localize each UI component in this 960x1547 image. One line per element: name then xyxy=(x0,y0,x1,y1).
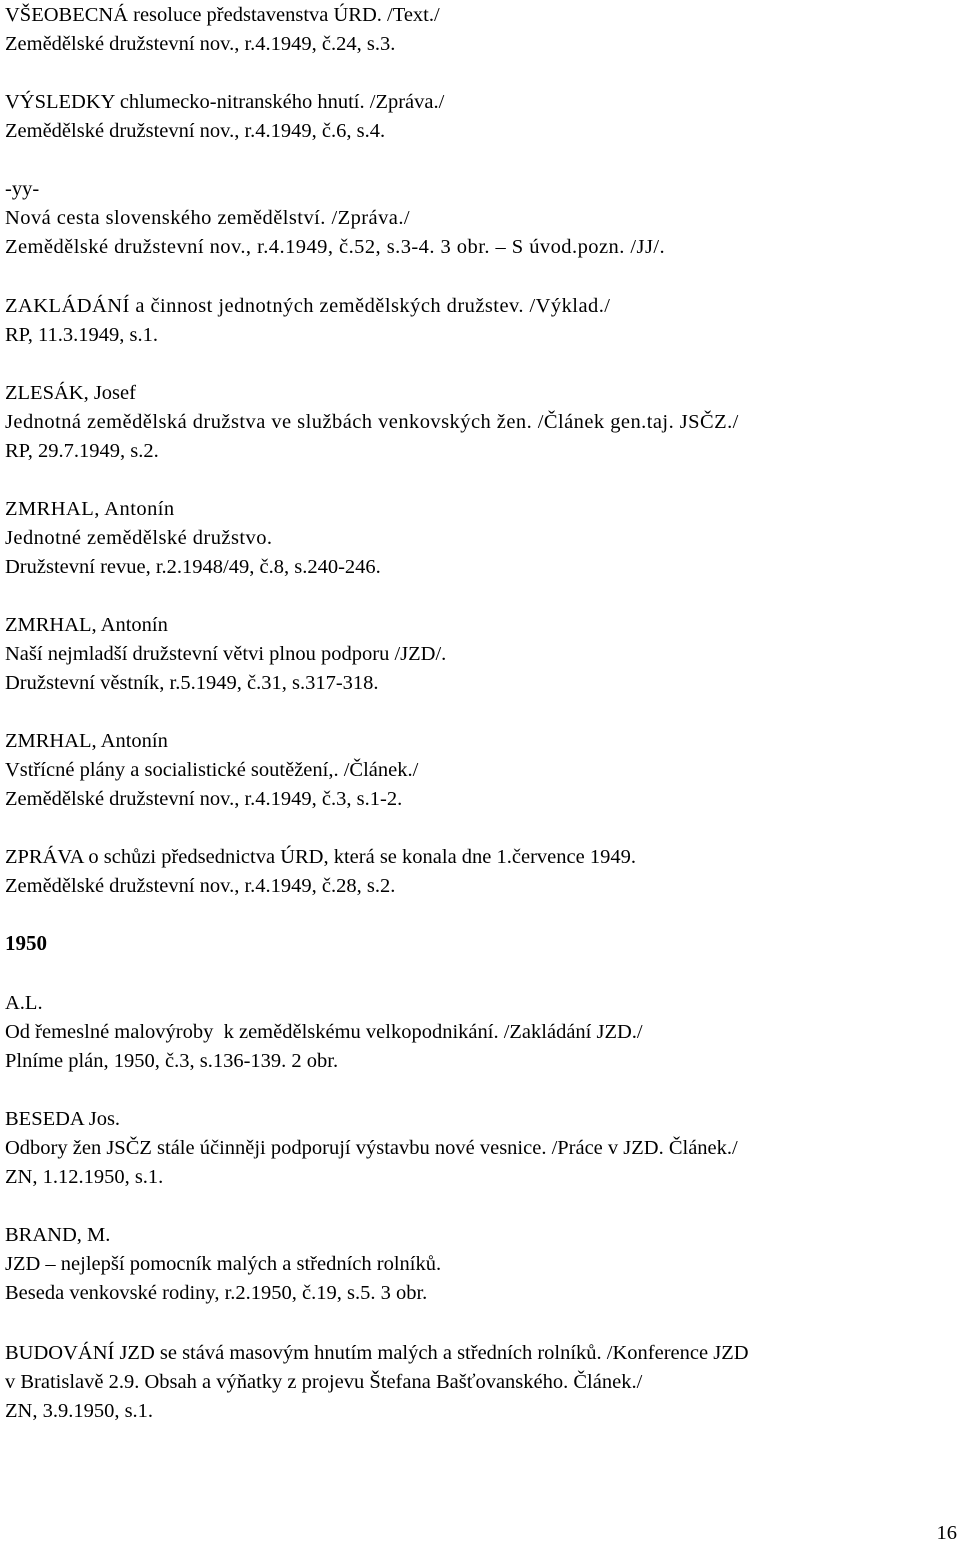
bibliography-entry xyxy=(5,1105,738,1192)
entry-line: RP, 29.7.1949, s.2. xyxy=(5,440,159,462)
entry-line: BESEDA Jos. xyxy=(5,1108,121,1130)
entry-line: Naší nejmladší družstevní větvi plnou podporu /JZD/. xyxy=(5,643,447,665)
entry-line: Jednotné zemědělské družstvo. xyxy=(5,527,273,549)
entry-line: Družstevní revue, r.2.1948/49, č.8, s.240-246. xyxy=(5,556,381,578)
entry-line: Zemědělské družstevní nov., r.4.1949, č.28, s.2. xyxy=(5,875,396,897)
entry-line: ZN, 3.9.1950, s.1. xyxy=(5,1400,154,1422)
entry-line: ZPRÁVA o schůzi předsednictva ÚRD, která se konala dne 1.července 1949. xyxy=(5,846,636,868)
entry-line: Odbory žen JSČZ stále účinněji podporují výstavbu nové vesnice. /Práce v JZD. Článek./ xyxy=(5,1137,738,1159)
entry-line: Zemědělské družstevní nov., r.4.1949, č.24, s.3. xyxy=(5,33,396,55)
entry-line: Od řemeslné malovýroby k zemědělskému velkopodnikání. /Zakládání JZD./ xyxy=(5,1021,643,1043)
page-number: 16 xyxy=(936,1522,957,1544)
entry-line: VŠEOBECNÁ resoluce představenstva ÚRD. /Text./ xyxy=(5,4,440,26)
entry-line: JZD – nejlepší pomocník malých a středních rolníků. xyxy=(5,1253,442,1275)
entry-line: -yy- xyxy=(5,178,40,200)
entry-line: A.L. xyxy=(5,992,43,1014)
entry-line: Družstevní věstník, r.5.1949, č.31, s.317-318. xyxy=(5,672,379,694)
entry-line: ZAKLÁDÁNÍ a činnost jednotných zemědělských družstev. /Výklad./ xyxy=(5,295,611,317)
entry-line: BUDOVÁNÍ JZD se stává masovým hnutím malých a středních rolníků. /Konference JZD xyxy=(5,1342,749,1364)
entry-line: Beseda venkovské rodiny, r.2.1950, č.19, s.5. 3 obr. xyxy=(5,1282,428,1304)
bibliography-entry xyxy=(5,1221,441,1308)
bibliography-entry xyxy=(5,292,610,350)
entry-line: Plníme plán, 1950, č.3, s.136-139. 2 obr. xyxy=(5,1050,339,1072)
bibliography-entry xyxy=(5,1339,749,1426)
year-heading: 1950 xyxy=(5,931,47,955)
entry-line: Jednotná zemědělská družstva ve službách venkovských žen. /Článek gen.taj. JSČZ./ xyxy=(5,411,739,433)
bibliography-entry xyxy=(5,88,444,146)
entry-line: ZLESÁK, Josef xyxy=(5,382,136,404)
bibliography-entry xyxy=(5,495,381,582)
bibliography-entry xyxy=(5,989,643,1076)
entry-line: BRAND, M. xyxy=(5,1224,111,1246)
entry-line: RP, 11.3.1949, s.1. xyxy=(5,324,159,346)
bibliography-entry xyxy=(5,379,739,466)
entry-line: v Bratislavě 2.9. Obsah a výňatky z projevu Štefana Bašťovanského. Článek./ xyxy=(5,1371,643,1393)
entry-line: VÝSLEDKY chlumecko-nitranského hnutí. /Zpráva./ xyxy=(5,91,445,113)
entry-line: Nová cesta slovenského zemědělství. /Zpráva./ xyxy=(5,207,411,229)
entry-line: ZMRHAL, Antonín xyxy=(5,614,168,636)
bibliography-entry xyxy=(5,727,418,814)
entry-line: Zemědělské družstevní nov., r.4.1949, č.6, s.4. xyxy=(5,120,386,142)
entry-line: Zemědělské družstevní nov., r.4.1949, č.3, s.1-2. xyxy=(5,788,403,810)
entry-line: ZMRHAL, Antonín xyxy=(5,498,175,520)
entry-line: ZMRHAL, Antonín xyxy=(5,730,168,752)
entry-line: Vstřícné plány a socialistické soutěžení,. /Článek./ xyxy=(5,759,419,781)
bibliography-entry xyxy=(5,843,636,901)
bibliography-entry xyxy=(5,175,665,262)
bibliography-entry xyxy=(5,1,440,59)
entry-line: ZN, 1.12.1950, s.1. xyxy=(5,1166,164,1188)
bibliography-entry xyxy=(5,611,446,698)
entry-line: Zemědělské družstevní nov., r.4.1949, č.52, s.3-4. 3 obr. – S úvod.pozn. /JJ/. xyxy=(5,236,666,258)
